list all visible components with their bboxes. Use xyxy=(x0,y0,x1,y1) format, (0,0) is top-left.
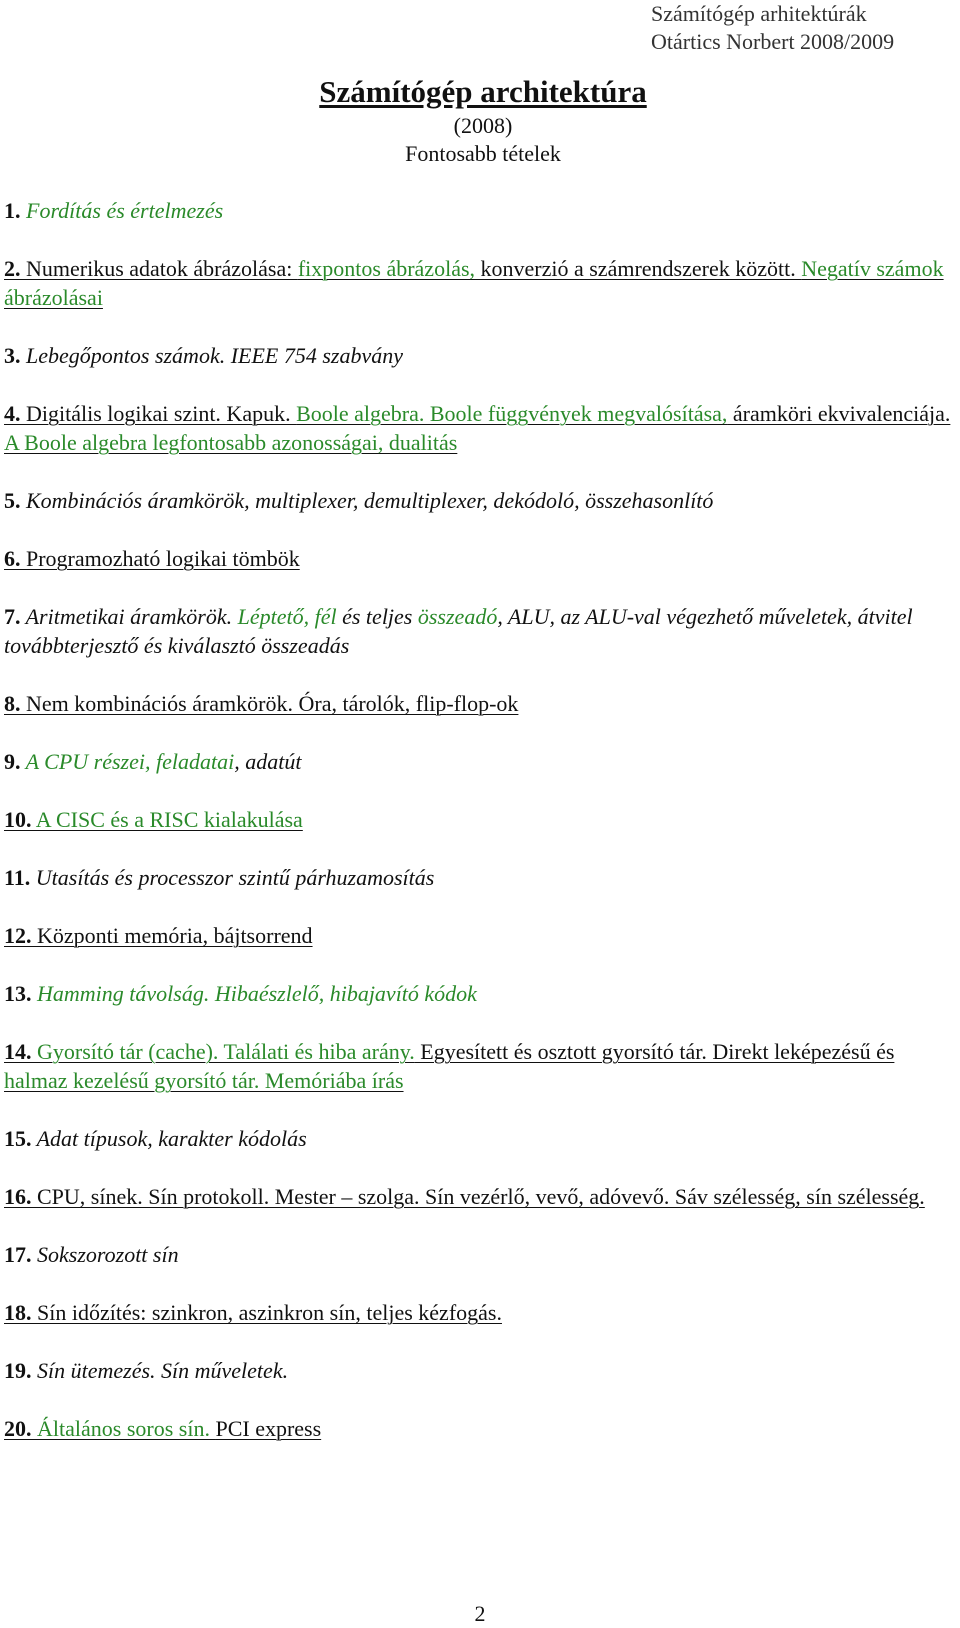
topic-number: 7. xyxy=(4,604,21,629)
topic-number: 16. xyxy=(4,1184,32,1209)
header-course: Számítógép arhitektúrák xyxy=(651,1,867,26)
topic-number: 8. xyxy=(4,691,21,716)
topic-number: 19. xyxy=(4,1358,32,1383)
topic-text: áramköri ekvivalenciája. xyxy=(727,401,951,426)
topic-number: 10. xyxy=(4,807,32,832)
topic-number: 20. xyxy=(4,1416,32,1441)
topic-text: Sín ütemezés. Sín műveletek. xyxy=(31,1358,289,1383)
topic-link-text: halmaz kezelésű gyorsító tár. Memóriába írás xyxy=(4,1068,404,1093)
topic-text: Numerikus adatok ábrázolása: xyxy=(20,256,298,281)
topic-text: Programozható logikai tömbök xyxy=(20,546,300,571)
topic-item xyxy=(4,486,956,515)
topic-number: 5. xyxy=(4,488,21,513)
topic-item xyxy=(4,544,956,573)
topic-text: Sín időzítés: szinkron, aszinkron sín, teljes kézfogás. xyxy=(31,1300,502,1325)
topic-number: 9. xyxy=(4,749,21,774)
document-title: Számítógép architektúra xyxy=(319,74,647,109)
topic-item xyxy=(4,1037,956,1095)
topic-number: 4. xyxy=(4,401,21,426)
topic-link-text: Fordítás és értelmezés xyxy=(20,198,224,223)
topic-text: CPU, sínek. Sín protokoll. Mester – szolga. Sín vezérlő, vevő, adóvevő. Sáv szélesség, sín szélesség. xyxy=(31,1184,925,1209)
topic-item xyxy=(4,1356,956,1385)
topic-text: , adatút xyxy=(234,749,302,774)
topic-text: Nem kombinációs áramkörök. Óra, tárolók, flip-flop-ok xyxy=(20,691,519,716)
topic-link-text: Gyorsító tár (cache). Találati és hiba arány. xyxy=(37,1039,415,1064)
topic-item xyxy=(4,863,956,892)
topic-item xyxy=(4,399,956,457)
topic-number: 6. xyxy=(4,546,21,571)
page-number: 2 xyxy=(474,1601,486,1626)
topic-text: Digitális logikai szint. Kapuk. xyxy=(20,401,297,426)
topic-item xyxy=(4,1240,956,1269)
topic-link-text: Boole algebra. Boole függvények megvalósítása, xyxy=(296,401,728,426)
topic-text: Lebegőpontos számok. IEEE 754 szabvány xyxy=(20,343,404,368)
header-author: Otártics Norbert 2008/2009 xyxy=(651,29,895,54)
topic-number: 11. xyxy=(4,865,31,890)
topic-item xyxy=(4,341,956,370)
topic-number: 14. xyxy=(4,1039,32,1064)
topic-text: Adat típusok, karakter kódolás xyxy=(31,1126,307,1151)
topic-text: Központi memória, bájtsorrend xyxy=(31,923,313,948)
topic-item xyxy=(4,602,956,660)
topic-link-text: A Boole algebra legfontosabb azonosságai, dualitás xyxy=(4,430,458,455)
document-year: (2008) xyxy=(453,113,513,138)
topic-text: Egyesített és osztott gyorsító tár. Direkt leképezésű és xyxy=(414,1039,895,1064)
topic-number: 15. xyxy=(4,1126,32,1151)
topic-link-text: Léptető, fél xyxy=(237,604,337,629)
topic-text: Kombinációs áramkörök, multiplexer, demultiplexer, dekódoló, összehasonlító xyxy=(20,488,714,513)
topic-item xyxy=(4,747,956,776)
topic-text: Sokszorozott sín xyxy=(31,1242,179,1267)
topic-item xyxy=(4,1124,956,1153)
topic-item xyxy=(4,196,956,225)
topic-item xyxy=(4,1298,956,1327)
topic-number: 17. xyxy=(4,1242,32,1267)
topic-item xyxy=(4,921,956,950)
topic-link-text: A CISC és a RISC kialakulása xyxy=(31,807,303,832)
topic-text: és teljes xyxy=(336,604,418,629)
topic-text: PCI express xyxy=(215,1416,322,1441)
topic-item xyxy=(4,979,956,1008)
topic-number: 3. xyxy=(4,343,21,368)
topic-number: 13. xyxy=(4,981,32,1006)
topic-text: , ALU, az ALU-val végezhető műveletek, átvitel továbbterjesztő és kiválasztó összeadás xyxy=(4,604,913,658)
topic-list xyxy=(4,196,956,1472)
topic-item xyxy=(4,254,956,312)
document-subtitle: Fontosabb tételek xyxy=(405,141,561,166)
running-header xyxy=(651,0,894,56)
topic-text: Utasítás és processzor szintű párhuzamosítás xyxy=(30,865,435,890)
topic-link-text: Hamming távolság. Hibaészlelő, hibajavító kódok xyxy=(31,981,477,1006)
topic-item xyxy=(4,1182,956,1211)
topic-text: konverzió a számrendszerek között. xyxy=(475,256,802,281)
topic-number: 18. xyxy=(4,1300,32,1325)
topic-text: Aritmetikai áramkörök. xyxy=(20,604,238,629)
topic-number: 12. xyxy=(4,923,32,948)
topic-link-text: összeadó xyxy=(417,604,498,629)
topic-item xyxy=(4,805,956,834)
topic-link-text: fixpontos ábrázolás, xyxy=(297,256,476,281)
topic-link-text: Negatív számok ábrázolásai xyxy=(4,256,944,310)
topic-link-text: A CPU részei, feladatai xyxy=(25,749,235,774)
topic-link-text: Általános soros sín. xyxy=(37,1416,216,1441)
topic-number: 2. xyxy=(4,256,21,281)
topic-number: 1. xyxy=(4,198,21,223)
topic-item xyxy=(4,689,956,718)
topic-item xyxy=(4,1414,956,1443)
